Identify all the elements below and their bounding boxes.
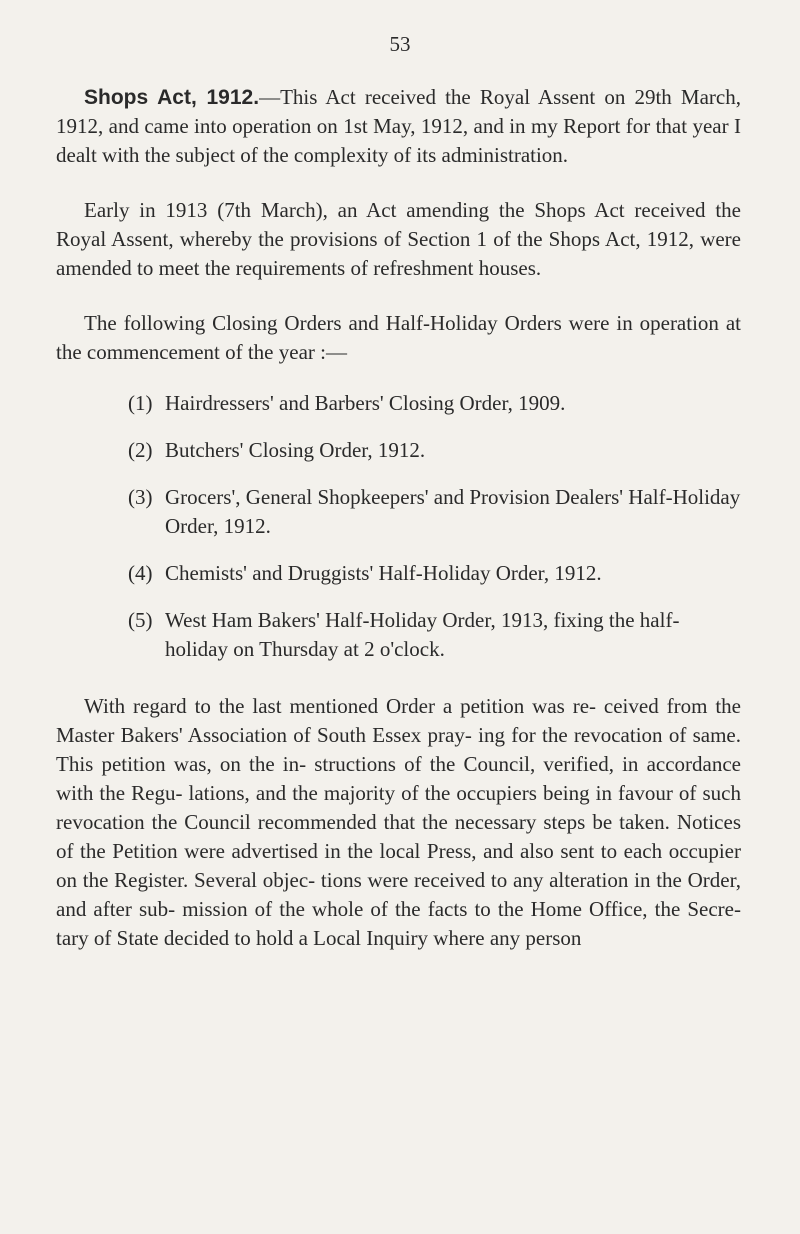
list-item-number: (4) (128, 561, 153, 585)
list-item (128, 389, 741, 418)
list-item-text: West Ham Bakers' Half-Holiday Order, 1913, fixing the half-holiday on Thursday at 2 o'clock. (165, 608, 680, 661)
list-item (128, 483, 741, 541)
list-item-text: Chemists' and Druggists' Half-Holiday Order, 1912. (165, 561, 602, 585)
list-item-number: (1) (128, 391, 153, 415)
orders-list (56, 389, 741, 664)
section-heading: Shops Act, 1912. (84, 86, 260, 109)
paragraph-shops-act (56, 83, 741, 170)
list-item (128, 606, 741, 664)
list-item-text: Grocers', General Shopkeepers' and Provision Dealers' Half-Holiday Order, 1912. (165, 485, 741, 538)
list-item-number: (5) (128, 608, 153, 632)
paragraph-petition: With regard to the last mentioned Order a petition was re- ceived from the Master Bakers' Association of South Essex pray- ing for the revocation of same. This petition was, on the in- structions of the Council, verified, in accordance with the Regu- lations, and the majority of the occupiers being in favour of such revocation the Council recommended that the necessary steps be taken. Notices of the Petition were advertised in the local Press, and also sent to each occupier on the Register. Several objec- tions were received to any alteration in the Order, and after sub- mission of the whole of the facts to the Home Office, the Secre- tary of State decided to hold a Local Inquiry where any person (56, 694, 741, 950)
list-item-text: Butchers' Closing Order, 1912. (165, 438, 426, 462)
list-item-text: Hairdressers' and Barbers' Closing Order, 1909. (165, 391, 566, 415)
list-item (128, 559, 741, 588)
paragraph-orders-intro: The following Closing Orders and Half-Holiday Orders were in operation at the commencement of the year :— (56, 311, 741, 364)
list-item (128, 436, 741, 465)
paragraph-amending-act: Early in 1913 (7th March), an Act amending the Shops Act received the Royal Assent, whereby the provisions of Section 1 of the Shops Act, 1912, were amended to meet the requirements of refreshment houses. (56, 198, 741, 280)
paragraph-text: —This Act received the Royal Assent on 29th March, 1912, and came into operation on 1st May, 1912, and in my Report for that year I dealt with the subject of the complexity of its administration. (56, 85, 741, 167)
body-text (56, 83, 741, 953)
list-item-number: (2) (128, 438, 153, 462)
list-item-number: (3) (128, 485, 153, 509)
page-number: 53 (389, 32, 411, 56)
